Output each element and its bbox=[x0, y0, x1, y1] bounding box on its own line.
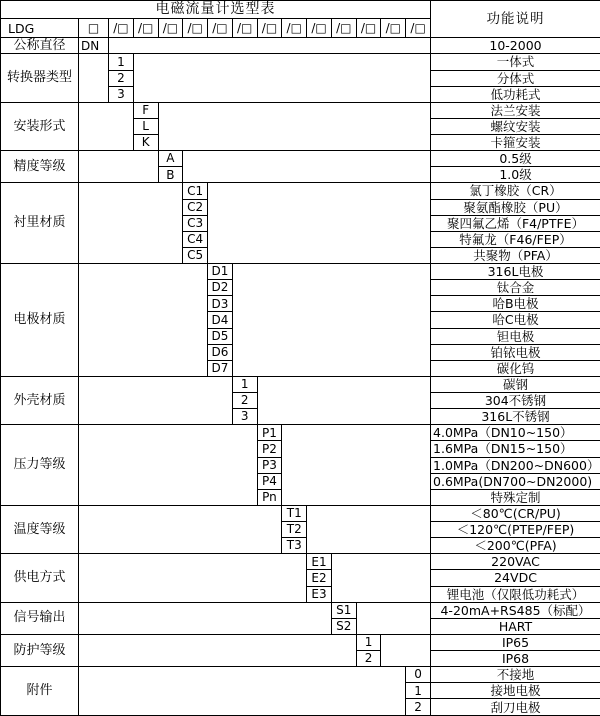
option-code: 1 bbox=[356, 634, 381, 650]
option-desc: 哈C电极 bbox=[431, 312, 600, 328]
empty-cell bbox=[208, 183, 431, 264]
category-cell: 信号输出 bbox=[1, 602, 79, 634]
option-code: 2 bbox=[232, 393, 257, 409]
empty-cell bbox=[109, 38, 431, 54]
model-code-slot: /□ bbox=[356, 19, 381, 38]
option-code: S1 bbox=[331, 602, 356, 618]
option-desc: 316L电极 bbox=[431, 264, 600, 280]
option-code: B bbox=[158, 167, 183, 183]
option-desc: 法兰安装 bbox=[431, 102, 600, 118]
option-code: P3 bbox=[257, 457, 282, 473]
category-cell: 精度等级 bbox=[1, 151, 79, 183]
option-code: P4 bbox=[257, 473, 282, 489]
option-desc: 1.0MPa（DN200~DN600） bbox=[431, 457, 600, 473]
option-desc: 哈B电极 bbox=[431, 296, 600, 312]
option-desc: 1.6MPa（DN15~150） bbox=[431, 441, 600, 457]
empty-cell bbox=[356, 602, 430, 634]
empty-cell bbox=[158, 102, 430, 150]
option-code: D4 bbox=[208, 312, 233, 328]
option-code: E2 bbox=[307, 570, 332, 586]
category-cell: 温度等级 bbox=[1, 505, 79, 553]
table-title: 电磁流量计选型表 bbox=[1, 1, 431, 19]
option-code: D7 bbox=[208, 360, 233, 376]
option-code: DN bbox=[79, 38, 109, 54]
category-cell: 外壳材质 bbox=[1, 376, 79, 424]
option-desc: 一体式 bbox=[431, 54, 600, 70]
model-code-slot: /□ bbox=[331, 19, 356, 38]
option-desc: IP68 bbox=[431, 651, 600, 667]
option-desc: 螺纹安装 bbox=[431, 118, 600, 134]
model-code-slot: /□ bbox=[282, 19, 307, 38]
option-desc: 钽电极 bbox=[431, 328, 600, 344]
empty-cell bbox=[79, 602, 332, 634]
option-desc: IP65 bbox=[431, 634, 600, 650]
option-code: K bbox=[133, 135, 158, 151]
category-cell: 附件 bbox=[1, 667, 79, 716]
option-desc: 316L不锈钢 bbox=[431, 409, 600, 425]
option-desc: 不接地 bbox=[431, 667, 600, 683]
option-code: 2 bbox=[356, 651, 381, 667]
option-code: C1 bbox=[183, 183, 208, 199]
option-desc: 碳化钨 bbox=[431, 360, 600, 376]
model-code-slot: /□ bbox=[158, 19, 183, 38]
option-desc: 锂电池（仅限低功耗式） bbox=[431, 586, 600, 602]
option-code: C3 bbox=[183, 215, 208, 231]
option-code: 2 bbox=[406, 699, 431, 716]
empty-cell bbox=[79, 264, 208, 377]
option-code: T1 bbox=[282, 505, 307, 521]
option-desc: 1.0级 bbox=[431, 167, 600, 183]
option-code: 3 bbox=[232, 409, 257, 425]
option-code: C4 bbox=[183, 231, 208, 247]
option-code: D2 bbox=[208, 280, 233, 296]
category-cell: 公称直径 bbox=[1, 38, 79, 54]
option-desc: 氯丁橡胶（CR） bbox=[431, 183, 600, 199]
option-code: F bbox=[133, 102, 158, 118]
model-code-slot: /□ bbox=[257, 19, 282, 38]
option-desc: 4-20mA+RS485（标配） bbox=[431, 602, 600, 618]
empty-cell bbox=[79, 667, 406, 716]
empty-cell bbox=[133, 54, 430, 102]
model-code-slot: /□ bbox=[381, 19, 406, 38]
option-code: 1 bbox=[406, 683, 431, 699]
option-code: 3 bbox=[109, 86, 134, 102]
category-cell: 衬里材质 bbox=[1, 183, 79, 264]
option-desc: 0.5级 bbox=[431, 151, 600, 167]
category-cell: 转换器类型 bbox=[1, 54, 79, 102]
option-code: S2 bbox=[331, 618, 356, 634]
option-desc: 0.6MPa(DN700~DN2000) bbox=[431, 473, 600, 489]
option-desc: 304不锈钢 bbox=[431, 393, 600, 409]
option-code: D6 bbox=[208, 344, 233, 360]
empty-cell bbox=[282, 425, 431, 506]
model-prefix: LDG bbox=[1, 19, 79, 38]
empty-cell bbox=[257, 376, 430, 424]
option-desc: ＜200℃(PFA) bbox=[431, 538, 600, 554]
category-cell: 安装形式 bbox=[1, 102, 79, 150]
model-code-slot: /□ bbox=[109, 19, 134, 38]
empty-cell bbox=[79, 102, 134, 150]
option-desc: 共聚物（PFA） bbox=[431, 247, 600, 263]
model-code-slot: /□ bbox=[133, 19, 158, 38]
model-code-slot: /□ bbox=[208, 19, 233, 38]
category-cell: 供电方式 bbox=[1, 554, 79, 602]
option-desc: 聚四氟乙烯（F4/PTFE） bbox=[431, 215, 600, 231]
empty-cell bbox=[79, 183, 183, 264]
option-code: D3 bbox=[208, 296, 233, 312]
option-desc: HART bbox=[431, 618, 600, 634]
option-code: 2 bbox=[109, 70, 134, 86]
empty-cell bbox=[307, 505, 431, 553]
option-desc: 低功耗式 bbox=[431, 86, 600, 102]
option-desc: 220VAC bbox=[431, 554, 600, 570]
model-code-slot: /□ bbox=[406, 19, 431, 38]
empty-cell bbox=[79, 376, 233, 424]
option-code: E1 bbox=[307, 554, 332, 570]
model-code-box: □ bbox=[79, 19, 109, 38]
category-cell: 压力等级 bbox=[1, 425, 79, 506]
option-desc: 4.0MPa（DN10~150） bbox=[431, 425, 600, 441]
option-desc: 卡箍安装 bbox=[431, 135, 600, 151]
option-code: D5 bbox=[208, 328, 233, 344]
empty-cell bbox=[79, 151, 159, 183]
function-column-header: 功能说明 bbox=[431, 1, 600, 38]
option-code: L bbox=[133, 118, 158, 134]
option-code: Pn bbox=[257, 489, 282, 505]
option-desc: 10-2000 bbox=[431, 38, 600, 54]
model-code-slot: /□ bbox=[183, 19, 208, 38]
category-cell: 电极材质 bbox=[1, 264, 79, 377]
option-desc: 钛合金 bbox=[431, 280, 600, 296]
option-desc: 碳钢 bbox=[431, 376, 600, 392]
option-desc: ＜80℃(CR/PU) bbox=[431, 505, 600, 521]
option-code: C2 bbox=[183, 199, 208, 215]
empty-cell bbox=[79, 505, 282, 553]
option-desc: 聚氨酯橡胶（PU） bbox=[431, 199, 600, 215]
empty-cell bbox=[79, 554, 307, 602]
option-code: C5 bbox=[183, 247, 208, 263]
model-code-slot: /□ bbox=[307, 19, 332, 38]
option-code: P2 bbox=[257, 441, 282, 457]
option-desc: ＜120℃(PTEP/FEP) bbox=[431, 522, 600, 538]
option-desc: 刮刀电极 bbox=[431, 699, 600, 716]
option-code: 1 bbox=[232, 376, 257, 392]
option-code: P1 bbox=[257, 425, 282, 441]
empty-cell bbox=[232, 264, 430, 377]
option-desc: 24VDC bbox=[431, 570, 600, 586]
option-code: D1 bbox=[208, 264, 233, 280]
empty-cell bbox=[381, 634, 431, 666]
option-desc: 铂铱电极 bbox=[431, 344, 600, 360]
option-desc: 接地电极 bbox=[431, 683, 600, 699]
option-desc: 特氟龙（F46/FEP） bbox=[431, 231, 600, 247]
option-desc: 分体式 bbox=[431, 70, 600, 86]
option-code: T3 bbox=[282, 538, 307, 554]
category-cell: 防护等级 bbox=[1, 634, 79, 666]
option-code: E3 bbox=[307, 586, 332, 602]
empty-cell bbox=[79, 54, 109, 102]
empty-cell bbox=[79, 634, 357, 666]
empty-cell bbox=[331, 554, 430, 602]
option-desc: 特殊定制 bbox=[431, 489, 600, 505]
option-code: A bbox=[158, 151, 183, 167]
option-code: T2 bbox=[282, 522, 307, 538]
option-code: 1 bbox=[109, 54, 134, 70]
empty-cell bbox=[79, 425, 258, 506]
empty-cell bbox=[183, 151, 431, 183]
option-code: 0 bbox=[406, 667, 431, 683]
model-code-slot: /□ bbox=[232, 19, 257, 38]
